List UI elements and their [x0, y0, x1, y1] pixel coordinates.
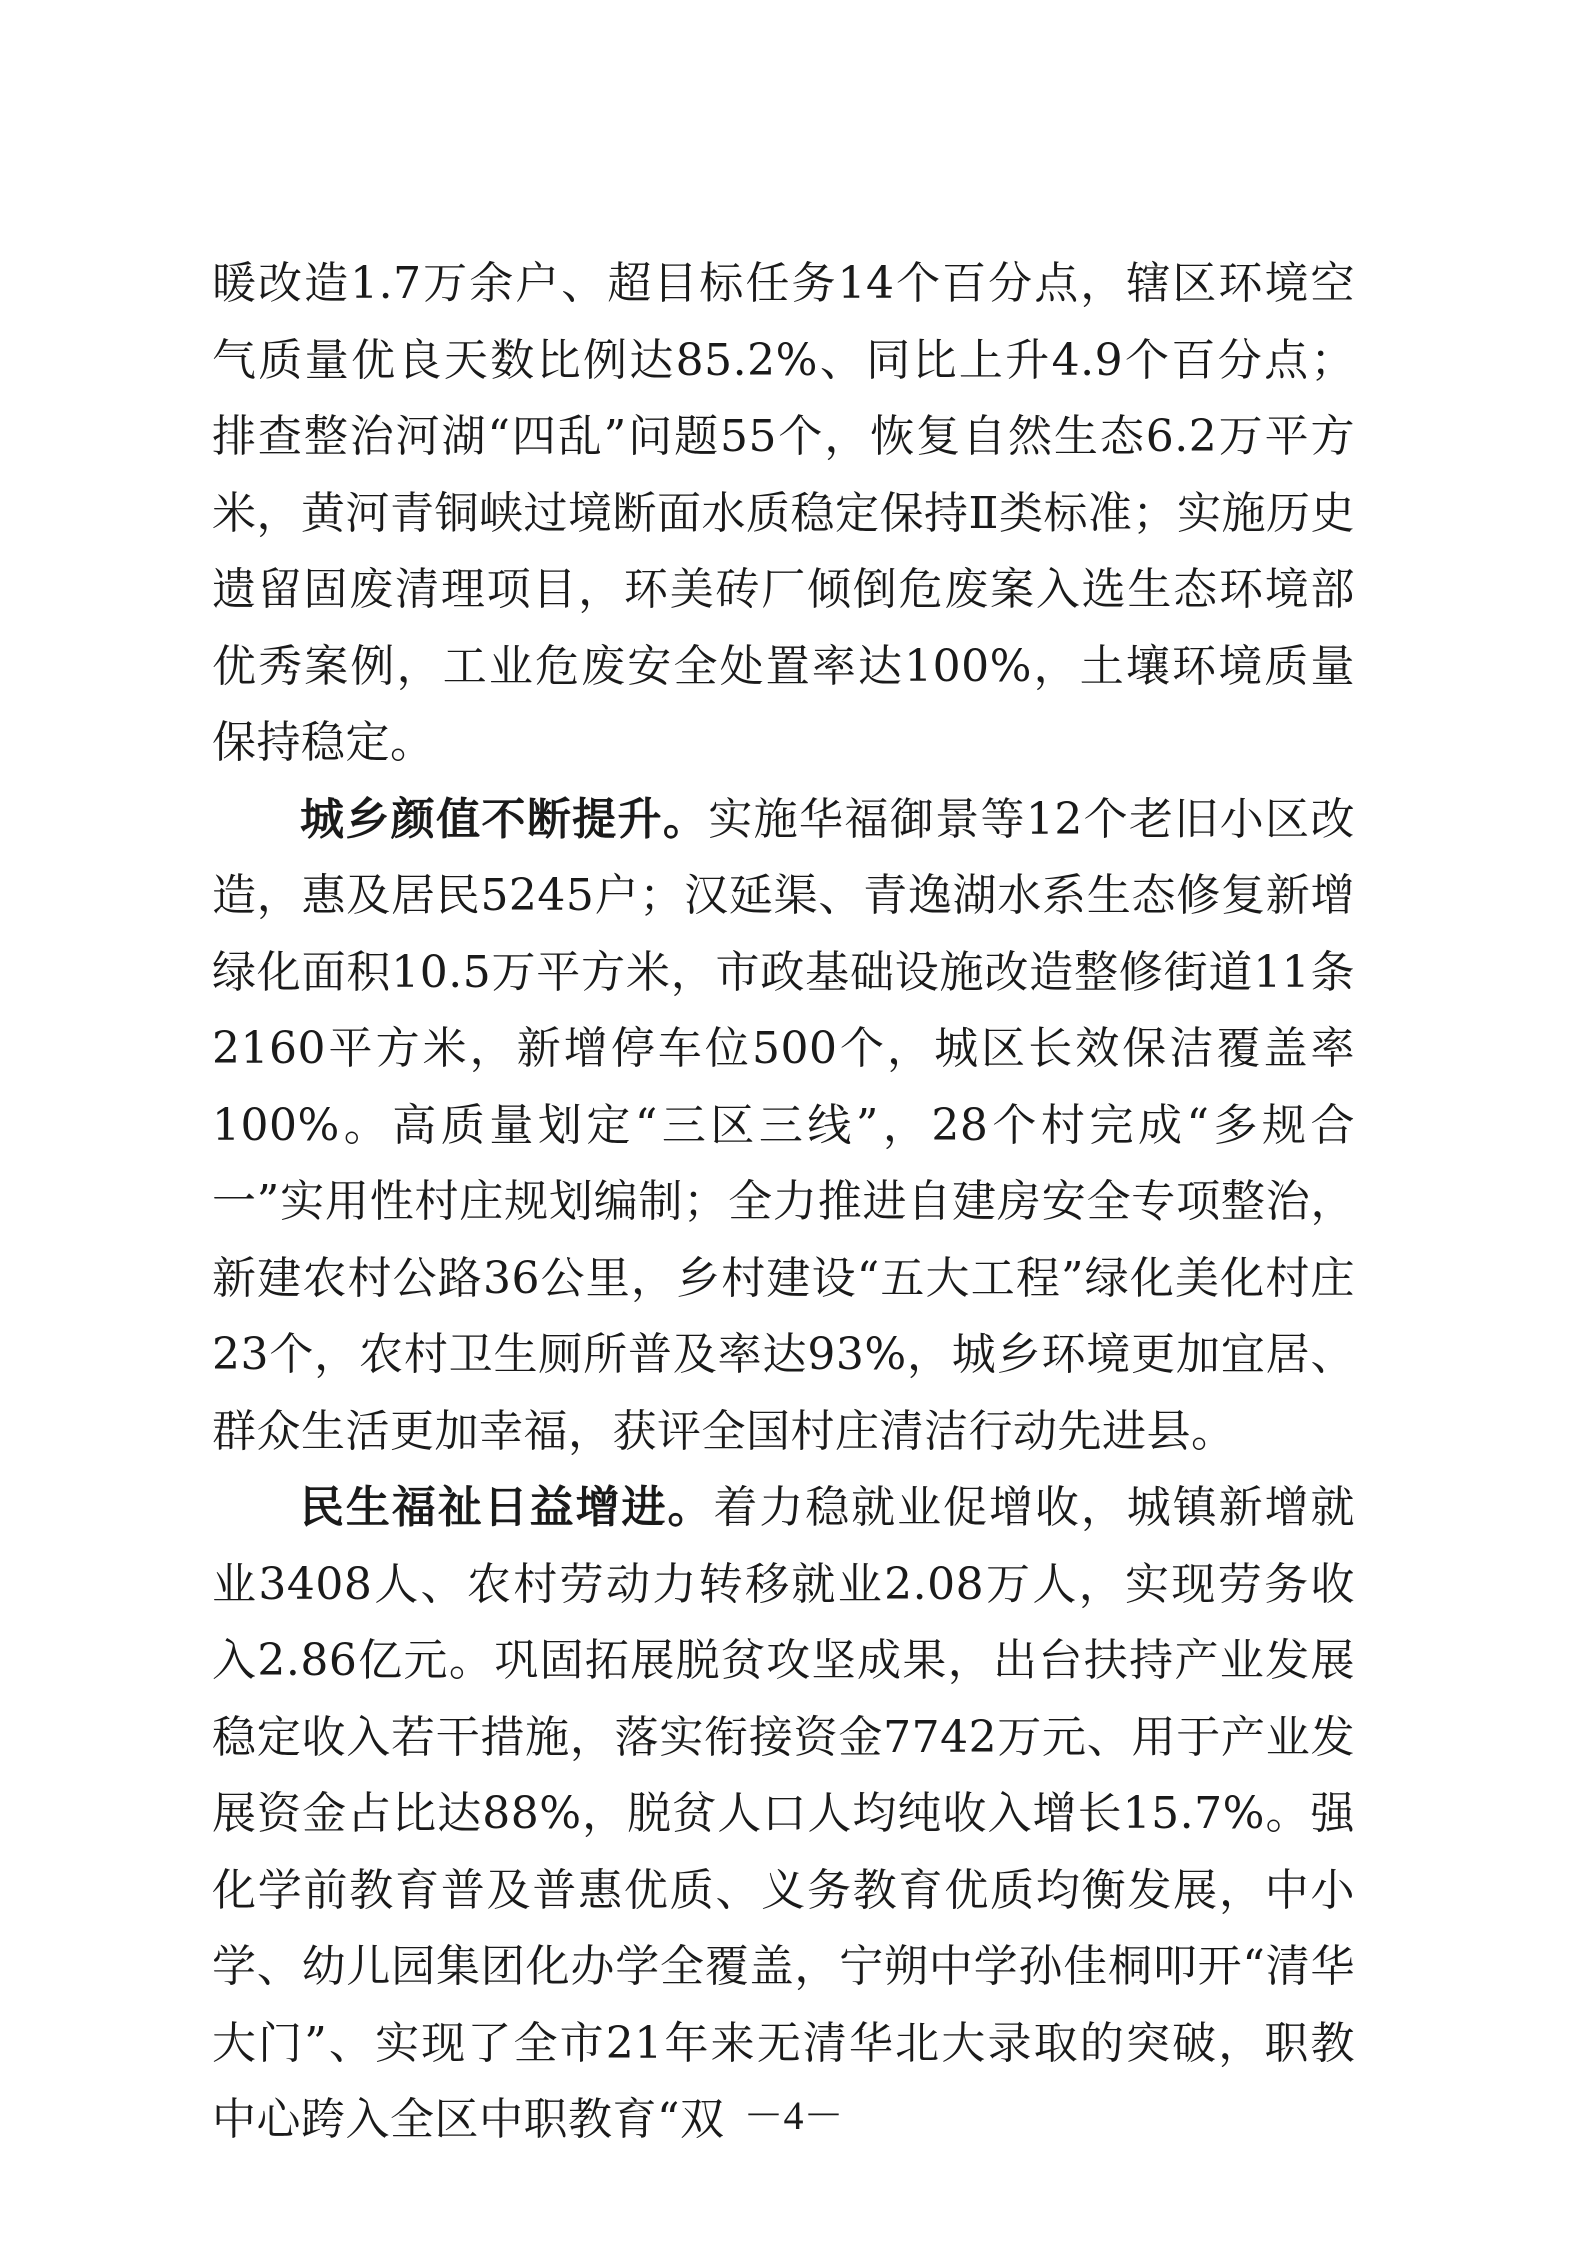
paragraph-urban-rural — [212, 782, 1355, 1471]
paragraph-text: 实施华福御景等12个老旧小区改造，惠及居民5245户；汉延渠、青逸湖水系生态修复新增绿化面积10.5万平方米，市政基础设施改造整修街道11条2160平方米，新增停车位500个，城区长效保洁覆盖率100%。高质量划定“三区三线”，28个村完成“多规合一”实用性村庄规划编制；全力推进自建房安全专项整治，新建农村公路36公里，乡村建设“五大工程”绿化美化村庄23个，农村卫生厕所普及率达93%，城乡环境更加宜居、群众生活更加幸福，获评全国村庄清洁行动先进县。 — [212, 793, 1355, 1457]
paragraph-text: 暖改造1.7万余户、超目标任务14个百分点，辖区环境空气质量优良天数比例达85.2%、同比上升4.9个百分点；排查整治河湖“四乱”问题55个，恢复自然生态6.2万平方米，黄河青铜峡过境断面水质稳定保持Ⅱ类标准；实施历史遗留固废清理项目，环美砖厂倾倒危废案入选生态环境部优秀案例，工业危废安全处置率达100%，土壤环境质量保持稳定。 — [212, 258, 1355, 768]
paragraph-lead-heading: 城乡颜值不断提升。 — [300, 793, 709, 845]
paragraph-environment-continued — [212, 246, 1355, 782]
document-body — [212, 246, 1355, 2159]
paragraph-livelihood — [212, 1470, 1355, 2159]
paragraph-text: 着力稳就业促增收，城镇新增就业3408人、农村劳动力转移就业2.08万人，实现劳务收入2.86亿元。巩固拓展脱贫攻坚成果，出台扶持产业发展稳定收入若干措施，落实衔接资金7742万元、用于产业发展资金占比达88%，脱贫人口人均纯收入增长15.7%。强化学前教育普及普惠优质、义务教育优质均衡发展，中小学、幼儿园集团化办学全覆盖，宁朔中学孙佳桐叩开“清华大门”、实现了全市21年来无清华北大录取的突破，职教中心跨入全区中职教育“双 — [212, 1482, 1356, 2145]
paragraph-lead-heading: 民生福祉日益增进。 — [300, 1482, 714, 1533]
page-number: －4－ — [743, 2093, 844, 2138]
